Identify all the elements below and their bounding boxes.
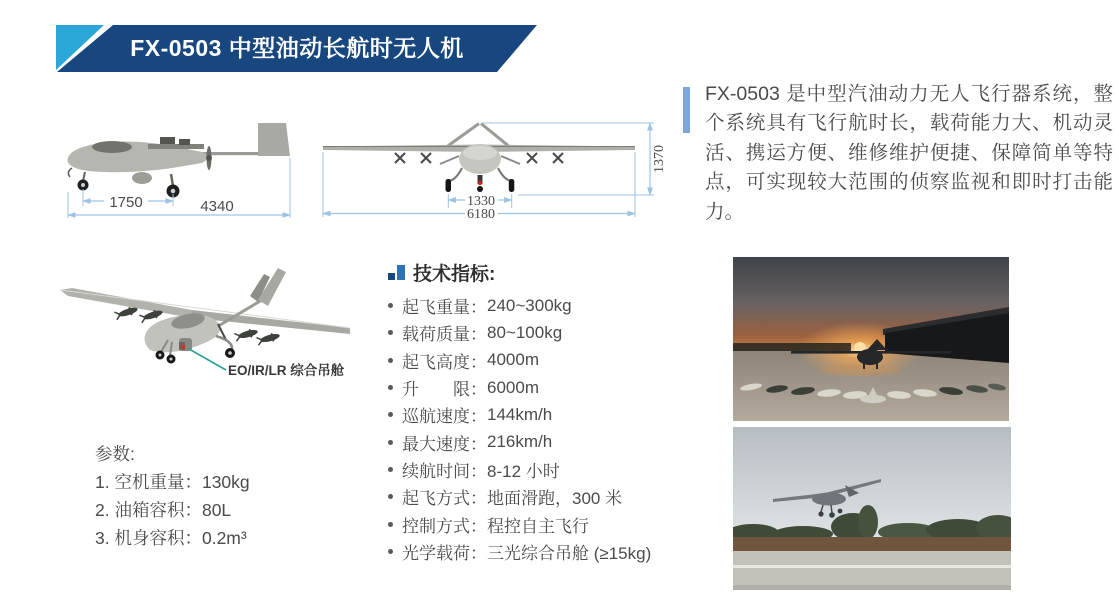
photo-flying-art [733, 427, 1011, 590]
spec-item [388, 374, 651, 401]
spec-value: 4000m [487, 350, 539, 370]
bullet-icon [388, 358, 393, 363]
spec-label: 控制方式： [402, 516, 487, 536]
spec-value: 80~100kg [487, 322, 563, 342]
dim-length: 4340 [200, 198, 234, 215]
front-view-dimensions [323, 123, 667, 218]
intro-accent-bar [683, 87, 690, 133]
spec-label: 巡航速度： [402, 407, 487, 427]
photo-ground-display [733, 257, 1009, 421]
spec-value: 三光综合吊舱 (≥15kg) [487, 543, 652, 563]
spec-value: 地面滑跑，300 米 [487, 489, 623, 509]
side-view-drawing [52, 94, 324, 220]
spec-value: 144km/h [487, 404, 553, 424]
specs-heading: 技术指标: [413, 264, 496, 285]
parameters-block [95, 440, 250, 552]
parameter-label: 3. 机身容积： [95, 528, 202, 548]
munition [234, 328, 258, 342]
dim-height: 1370 [652, 145, 667, 173]
spec-label: 最大速度： [402, 434, 487, 454]
uav-render [20, 248, 375, 433]
render-aircraft [60, 268, 350, 370]
spec-value: 8-12 小时 [487, 461, 560, 481]
intro-paragraph: FX-0503 是中型汽油动力无人飞行器系统，整个系统具有飞行航时长，载荷能力大、机动灵活、携运方便、维修维护便捷、保障简单等特点，可实现较大范围的侦察监视和即时打击能力。 [705, 83, 1113, 223]
spec-item [388, 456, 651, 483]
spec-item [388, 510, 651, 537]
parameter-row [95, 524, 250, 552]
spec-value: 216km/h [487, 432, 553, 452]
spec-label: 续航时间： [402, 461, 487, 481]
bullet-icon [388, 303, 393, 308]
pod-callout-label: EO/IR/LR 综合吊舱 [228, 363, 345, 378]
dim-track: 1330 [467, 194, 495, 209]
parameter-row [95, 468, 250, 496]
parameter-value: 130kg [201, 472, 250, 492]
bullet-icon [388, 494, 393, 499]
callout-leader-line [189, 349, 226, 370]
spec-value: 240~300kg [487, 295, 572, 315]
front-view-aircraft [323, 124, 635, 193]
bullet-icon [388, 385, 393, 390]
spec-label: 升 限： [402, 380, 487, 400]
spec-item [388, 428, 651, 455]
spec-label: 光学载荷： [402, 543, 487, 563]
spec-label: 起飞高度： [402, 352, 487, 372]
bullet-icon [388, 330, 393, 335]
bullet-icon [388, 440, 393, 445]
spec-label: 载荷质量： [402, 325, 487, 345]
side-view-aircraft [67, 123, 290, 198]
specs-heading-icon [388, 265, 405, 280]
spec-item [388, 319, 651, 346]
bullet-icon [388, 549, 393, 554]
spec-label: 起飞方式： [402, 489, 487, 509]
spec-value: 6000m [487, 377, 539, 397]
page-title: FX-0503 中型油动长航时无人机 [130, 35, 464, 61]
spec-value: 程控自主飞行 [487, 516, 589, 536]
spec-item [388, 538, 651, 565]
spec-item [388, 483, 651, 510]
spec-list [388, 292, 651, 565]
specs-heading-row [388, 259, 495, 286]
parameter-label: 2. 油箱容积： [95, 500, 202, 520]
parameters-heading: 参数: [95, 444, 135, 464]
photo-ground-display-art [733, 257, 1009, 421]
parameter-label: 1. 空机重量： [95, 472, 202, 492]
parameter-value: 80L [201, 500, 232, 520]
spec-item [388, 401, 651, 428]
bullet-icon [388, 467, 393, 472]
parameter-value: 0.2m³ [201, 528, 247, 548]
spec-label: 起飞重量： [402, 298, 487, 318]
bullet-icon [388, 522, 393, 527]
spec-item [388, 292, 651, 319]
bullet-icon [388, 412, 393, 417]
dim-wingspan: 6180 [467, 207, 495, 218]
dim-wheelbase: 1750 [109, 194, 143, 211]
photo-flying [733, 427, 1011, 590]
spec-item [388, 347, 651, 374]
munition [256, 332, 280, 346]
front-view-drawing [320, 96, 668, 218]
parameter-row [95, 496, 250, 524]
